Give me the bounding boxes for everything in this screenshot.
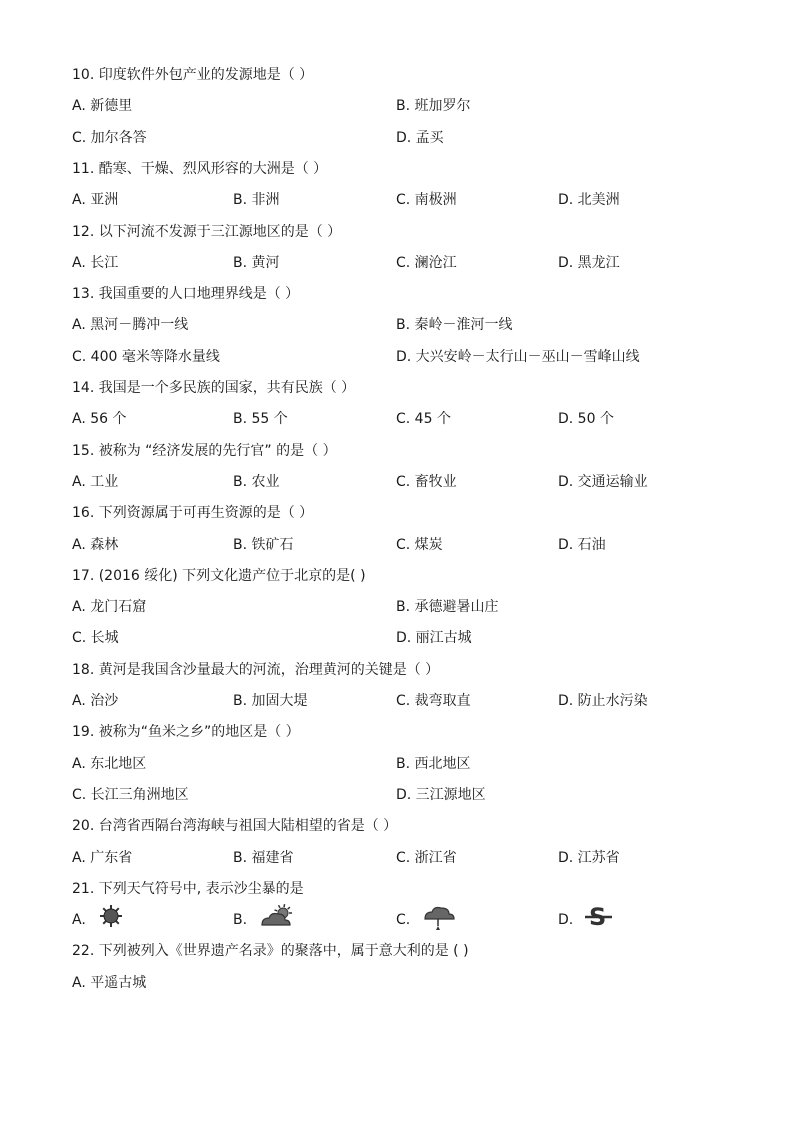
option-label: C. <box>396 912 411 929</box>
options-row <box>0 753 794 775</box>
option-b[interactable] <box>233 909 247 931</box>
option-c[interactable] <box>396 847 457 869</box>
option-b[interactable] <box>233 252 280 274</box>
options-row <box>0 972 794 994</box>
option-label: B. <box>233 912 248 929</box>
option-label: C. 煤炭 <box>396 536 443 553</box>
option-a[interactable] <box>72 471 118 493</box>
option-label: B. 铁矿石 <box>233 536 294 553</box>
sun-icon <box>98 903 124 936</box>
option-a[interactable] <box>72 189 118 211</box>
options-row <box>0 690 794 712</box>
options-row <box>0 847 794 869</box>
options-row <box>0 252 794 274</box>
option-label: B. 福建省 <box>233 849 294 866</box>
question-text: 17. (2016 绥化) 下列文化遗产位于北京的是( ) <box>72 567 366 584</box>
option-a[interactable] <box>72 847 132 869</box>
option-b[interactable] <box>233 534 294 556</box>
option-label: B. 55 个 <box>233 411 288 428</box>
option-b[interactable] <box>233 408 288 430</box>
option-c[interactable] <box>396 909 410 931</box>
option-d[interactable] <box>558 534 606 556</box>
question-text: 18. 黄河是我国含沙量最大的河流，治理黄河的关键是（ ） <box>72 661 440 678</box>
options-row <box>0 95 794 117</box>
option-label: A. <box>72 912 86 929</box>
option-c[interactable] <box>396 252 457 274</box>
option-d[interactable]: D. 丽江古城 <box>396 630 472 647</box>
option-d[interactable] <box>558 690 648 712</box>
option-label: D. 北美洲 <box>558 192 620 209</box>
question-line <box>0 158 794 180</box>
partly-cloudy-icon <box>259 903 295 936</box>
question-text: 12. 以下河流不发源于三江源地区的是（ ） <box>72 223 342 240</box>
option-d[interactable]: D. 三江源地区 <box>396 786 486 803</box>
option-b[interactable] <box>233 471 280 493</box>
options-row <box>0 627 794 649</box>
option-b[interactable]: B. 班加罗尔 <box>396 98 471 115</box>
option-c[interactable]: C. 加尔各答 <box>72 129 147 146</box>
option-b[interactable]: B. 西北地区 <box>396 755 471 772</box>
question-text: 16. 下列资源属于可再生资源的是（ ） <box>72 505 314 522</box>
option-label: D. 防止水污染 <box>558 693 648 709</box>
option-label: B. 农业 <box>233 473 280 490</box>
option-label: C. 裁弯取直 <box>396 693 471 709</box>
question-text: 10. 印度软件外包产业的发源地是（ ） <box>72 67 314 83</box>
question-line <box>0 940 794 962</box>
option-d[interactable] <box>558 903 607 932</box>
option-b[interactable] <box>233 690 308 712</box>
question-line <box>0 565 794 587</box>
option-a[interactable]: A. 新德里 <box>72 98 133 115</box>
options-row <box>0 127 794 149</box>
options-row <box>0 314 794 336</box>
option-a[interactable] <box>72 408 127 430</box>
option-d[interactable] <box>558 471 648 493</box>
question-text: 22. 下列被列入《世界遗产名录》的聚落中，属于意大利的是 ( ) <box>72 943 469 960</box>
sandstorm-icon <box>584 903 614 938</box>
option-label: C. 畜牧业 <box>396 473 457 490</box>
option-c[interactable] <box>396 471 457 493</box>
options-row <box>0 408 794 430</box>
options-row <box>0 189 794 211</box>
option-d[interactable] <box>558 252 620 274</box>
option-label: B. 加固大堤 <box>233 693 308 709</box>
options-row <box>0 784 794 806</box>
question-line <box>0 440 794 462</box>
option-label: B. 黄河 <box>233 254 280 271</box>
question-text: 20. 台湾省西隔台湾海峡与祖国大陆相望的省是（ ） <box>72 818 398 835</box>
option-d[interactable]: D. 大兴安岭－太行山－巫山－雪峰山线 <box>396 348 640 365</box>
question-line <box>0 721 794 743</box>
option-label: A. 亚洲 <box>72 192 119 209</box>
option-b[interactable]: B. 秦岭－淮河一线 <box>396 317 513 334</box>
option-a[interactable]: A. 平遥古城 <box>72 974 147 991</box>
option-label: A. 长江 <box>72 254 119 271</box>
question-line <box>0 283 794 305</box>
option-label: D. 江苏省 <box>558 849 620 866</box>
option-d[interactable] <box>558 189 620 211</box>
option-label: A. 56 个 <box>72 411 127 428</box>
question-line <box>0 377 794 399</box>
option-c[interactable] <box>396 690 471 712</box>
question-line <box>0 221 794 243</box>
option-c[interactable] <box>396 534 443 556</box>
options-row <box>0 346 794 368</box>
question-line <box>0 815 794 837</box>
option-label: C. 浙江省 <box>396 849 457 866</box>
option-a[interactable]: A. 黑河－腾冲一线 <box>72 317 189 334</box>
option-b[interactable]: B. 承德避暑山庄 <box>396 599 499 616</box>
options-row <box>0 903 794 932</box>
rain-cloud-icon <box>422 903 456 940</box>
option-label: D. 50 个 <box>558 411 614 428</box>
option-c[interactable] <box>396 408 451 430</box>
option-a[interactable] <box>72 534 118 556</box>
question-line <box>0 502 794 524</box>
option-c[interactable]: C. 长城 <box>72 630 119 647</box>
option-label: B. 非洲 <box>233 192 280 209</box>
option-label: D. <box>558 912 574 929</box>
option-a[interactable] <box>72 690 118 712</box>
option-a[interactable] <box>72 252 118 274</box>
option-label: D. 石油 <box>558 536 606 553</box>
option-c[interactable] <box>396 189 457 211</box>
option-label: D. 交通运输业 <box>558 473 648 490</box>
question-line <box>0 64 794 86</box>
option-c[interactable]: C. 400 毫米等降水量线 <box>72 348 220 365</box>
question-line <box>0 659 794 681</box>
question-text: 13. 我国重要的人口地理界线是（ ） <box>72 286 300 303</box>
question-text: 14. 我国是一个多民族的国家，共有民族（ ） <box>72 380 356 396</box>
question-text: 19. 被称为“鱼米之乡”的地区是（ ） <box>72 724 300 741</box>
option-b[interactable] <box>233 189 280 211</box>
option-label: D. 黑龙江 <box>558 254 620 271</box>
option-label: A. 治沙 <box>72 693 119 709</box>
option-label: A. 工业 <box>72 473 119 490</box>
option-d[interactable] <box>558 847 620 869</box>
question-text: 21. 下列天气符号中, 表示沙尘暴的是 <box>72 880 304 897</box>
option-c[interactable]: C. 长江三角洲地区 <box>72 786 189 803</box>
options-row <box>0 596 794 618</box>
question-line <box>0 878 794 900</box>
option-label: C. 45 个 <box>396 411 451 428</box>
option-d[interactable]: D. 孟买 <box>396 129 444 146</box>
option-label: A. 森林 <box>72 536 119 553</box>
question-text: 15. 被称为 “经济发展的先行官” 的是（ ） <box>72 442 337 459</box>
option-a[interactable]: A. 东北地区 <box>72 755 147 772</box>
option-label: C. 澜沧江 <box>396 254 457 271</box>
question-text: 11. 酷寒、干燥、烈风形容的大洲是（ ） <box>72 160 328 177</box>
options-row <box>0 534 794 556</box>
svg-text:S: S <box>589 903 607 932</box>
option-label: C. 南极洲 <box>396 192 457 209</box>
option-label: A. 广东省 <box>72 849 133 866</box>
option-d[interactable] <box>558 408 614 430</box>
option-b[interactable] <box>233 847 294 869</box>
option-a[interactable]: A. 龙门石窟 <box>72 599 147 616</box>
options-row <box>0 471 794 493</box>
option-a[interactable] <box>72 909 86 931</box>
